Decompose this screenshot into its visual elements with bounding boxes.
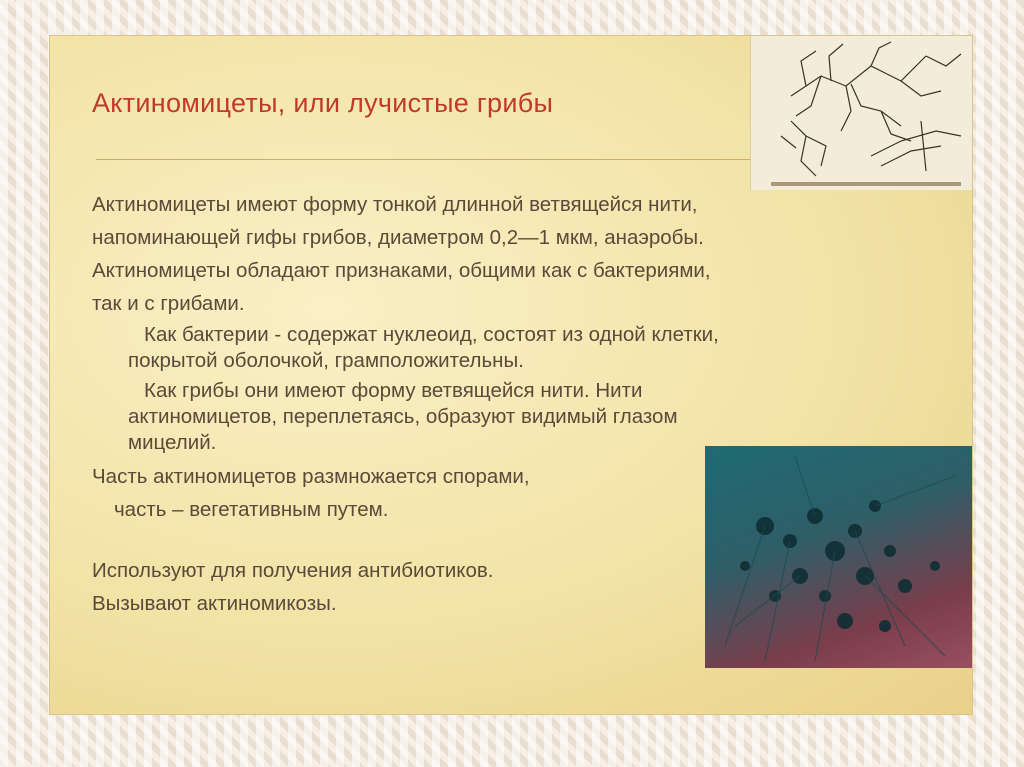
text-line: напоминающей гифы грибов, диаметром 0,2—1 мкм, анаэробы. (92, 226, 704, 249)
text-line: Актиномицеты обладают признаками, общими как с бактериями, (92, 259, 711, 282)
slide-title: Актиномицеты, или лучистые грибы (92, 88, 554, 118)
title-divider (96, 159, 796, 160)
text-line: часть – вегетативным путем. (114, 498, 389, 521)
text-line: Часть актиномицетов размножается спорами, (92, 465, 530, 488)
text-line: актиномицетов, переплетаясь, образуют видимый глазом (128, 405, 678, 428)
text-line: так и с грибами. (92, 292, 245, 315)
hyphae-drawing-image (750, 36, 972, 190)
text-line: Как бактерии - содержат нуклеоид, состоят из одной клетки, (144, 323, 719, 346)
micrograph-image (705, 446, 972, 668)
branching-hyphae-icon (751, 36, 972, 190)
slide (50, 36, 972, 714)
text-line: Актиномицеты имеют форму тонкой длинной ветвящейся нити, (92, 193, 698, 216)
text-line: мицелий. (128, 431, 217, 454)
text-line: Как грибы они имеют форму ветвящейся нити. Нити (144, 379, 643, 402)
text-line: Используют для получения антибиотиков. (92, 559, 494, 582)
spore-colonies-icon (705, 446, 972, 668)
text-line: Вызывают актиномикозы. (92, 592, 337, 615)
bacteria-similarity-block (92, 322, 952, 374)
fungi-similarity-block (92, 378, 952, 456)
text-line: покрытой оболочкой, грамположительны. (128, 349, 524, 372)
